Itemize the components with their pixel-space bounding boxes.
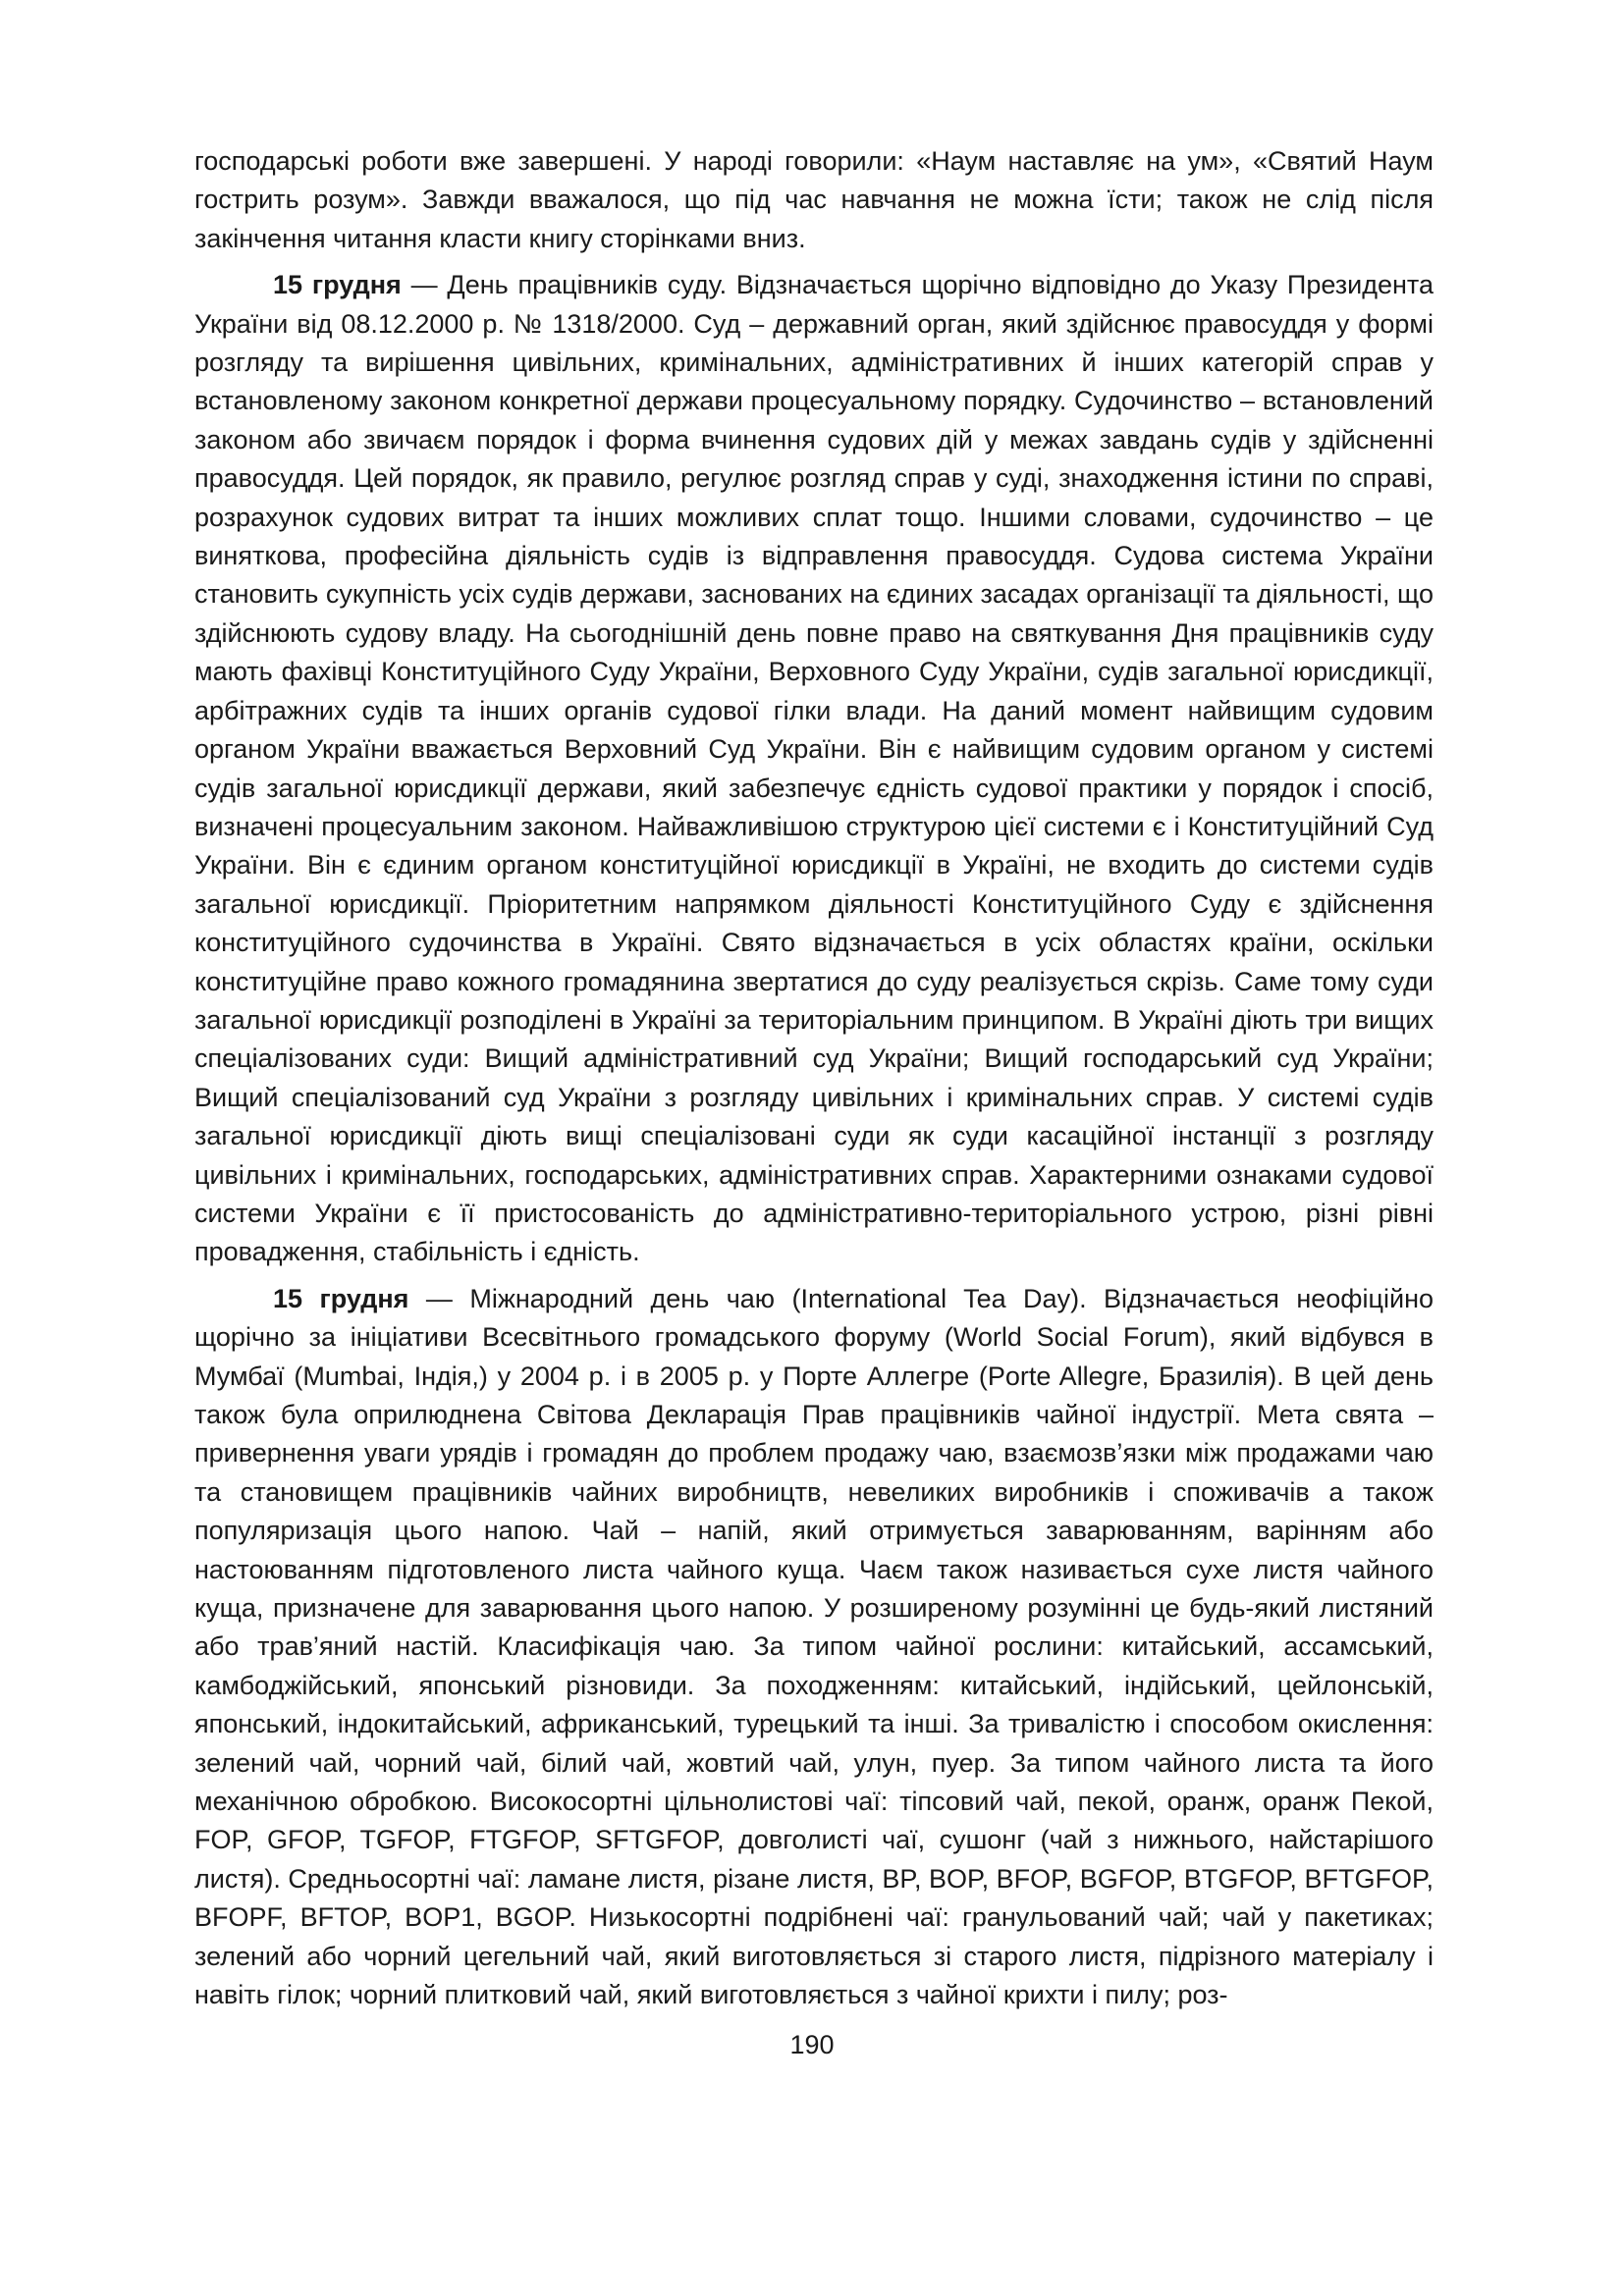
paragraph-text: — День працівників суду. Відзначається щорічно відповідно до Указу Президента України від 08.12.2000 р. № 1318/2000. Суд – державний орган, який здійснює правосуддя у формі розгляду та вирішення цивільних, кримінальних, адміністративних й інших категорій справ у встановленому законом конкретної держави процесуальному порядку. Судочинство – встановлений законом або звичаєм порядок і форма вчинення судових дій у межах завдань судів у здійсненні правосуддя. Цей порядок, як правило, регулює розгляд справ у суді, знаходження істини по справі, розрахунок судових витрат та інших можливих сплат тощо. Іншими словами, судочинство – це виняткова, професійна діяльність судів із відправлення правосуддя. Судова система України становить сукупність усіх судів держави, заснованих на єдиних засадах організації та діяльності, що здійснюють судову владу. На сьогоднішній день повне право на святкування Дня працівників суду мають фахівці Конституційного Суду України, Верховного Суду України, судів загальної юрисдикції, арбітражних судів та інших органів судової гілки влади. На даний момент найвищим судовим органом України вважається Верховний Суд України. Він є найвищим судовим органом у системі судів загальної юрисдикції держави, який забезпечує єдність судової практики у порядок і спосіб, визначені процесуальним законом. Найважливішою структурою цієї системи є і Конституційний Суд України. Він є єдиним органом конституційної юрисдикції в Україні, не входить до системи судів загальної юрисдикції. Пріоритетним напрямком діяльності Конституційного Суду є здійснення конституційного судочинства в Україні. Свято відзначається в усіх областях країни, оскільки конституційне право кожного громадянина звертатися до суду реалізується скрізь. Саме тому суди загальної юрисдикції розподілені в Україні за територіальним принципом. В Україні діють три вищих спеціалізованих суди: Вищий адміністративний суд України; Вищий господарський суд України; Вищий спеціалізований суд України з розгляду цивільних і кримінальних справ. У системі судів загальної юрисдикції діють вищі спеціалізовані суди як суди касаційної інстанції з розгляду цивільних і кримінальних, господарських, адміністративних справ. Характерними ознаками судової системи України є її пристосованість до адміністративно-територіального устрою, різні рівні провадження, стабільність і єдність.: [194, 270, 1435, 1267]
paragraph-date-lead: 15 грудня: [273, 270, 402, 300]
paragraph-date-lead: 15 грудня: [273, 1283, 409, 1313]
paragraph-continuation: [194, 142, 1434, 258]
page-number: 190: [789, 2030, 835, 2059]
paragraph-text: господарські роботи вже завершені. У народі говорили: «Наум наставляє на ум», «Святий Наум гострить розум». Завжди вважалося, що під час навчання не можна їсти; також не слід після закінчення читання класти книгу сторінками вниз.: [194, 146, 1434, 253]
paragraph-court-workers-day: [194, 266, 1434, 1272]
page-body: [194, 142, 1434, 2023]
paragraph-tea-day: [194, 1280, 1434, 2015]
paragraph-text: — Міжнародний день чаю (International Tea Day). Відзначається неофіційно щорічно за ініціативи Всесвітнього громадського форуму (World Social Forum), який відбувся в Мумбаї (Mumbai, Індія,) у 2004 р. і в 2005 р. у Порте Аллегре (Porte Allegre, Бразилія). В цей день також була оприлюднена Світова Декларація Прав працівників чайної індустрії. Мета свята – привернення уваги урядів і громадян до проблем продажу чаю, взаємозв’язки між продажами чаю та становищем працівників чайних виробництв, невеликих виробників і споживачів а також популяризація цього напою. Чай – напій, який отримується заварюванням, варінням або настоюванням підготовленого листа чайного куща. Чаєм також називається сухе листя чайного куща, призначене для заварювання цього напою. У розширеному розумінні це будь-який листяний або трав’яний настій. Класифікація чаю. За типом чайної рослини: китайський, ассамський, камбоджійський, японський різновиди. За походженням: китайський, індійський, цейлонській, японський, індокитайський, африканський, турецький та інші. За тривалістю і способом окислення: зелений чай, чорний чай, білий чай, жовтий чай, улун, пуер. За типом чайного листа та його механічною обробкою. Високосортні цільнолистові чаї: тіпсовий чай, пекой, оранж, оранж Пекой, FOP, GFOP, TGFOP, FTGFOP, SFTGFOP, довголисті чаї, сушонг (чай з нижнього, найстарішого листя). Средньосортні чаї: ламане листя, різане листя, BP, BOP, BFOP, BGFOP, BTGFOP, BFTGFOP, BFOPF, BFTOP, BOP1, BGOP. Низькосортні подрібнені чаї: гранульований чай; чай у пакетиках; зелений або чорний цегельний чай, який виготовляється зі старого листя, підрізного матеріалу і навіть гілок; чорний плитковий чай, який виготовляється з чайної крихти і пилу; роз-: [194, 1283, 1434, 2010]
